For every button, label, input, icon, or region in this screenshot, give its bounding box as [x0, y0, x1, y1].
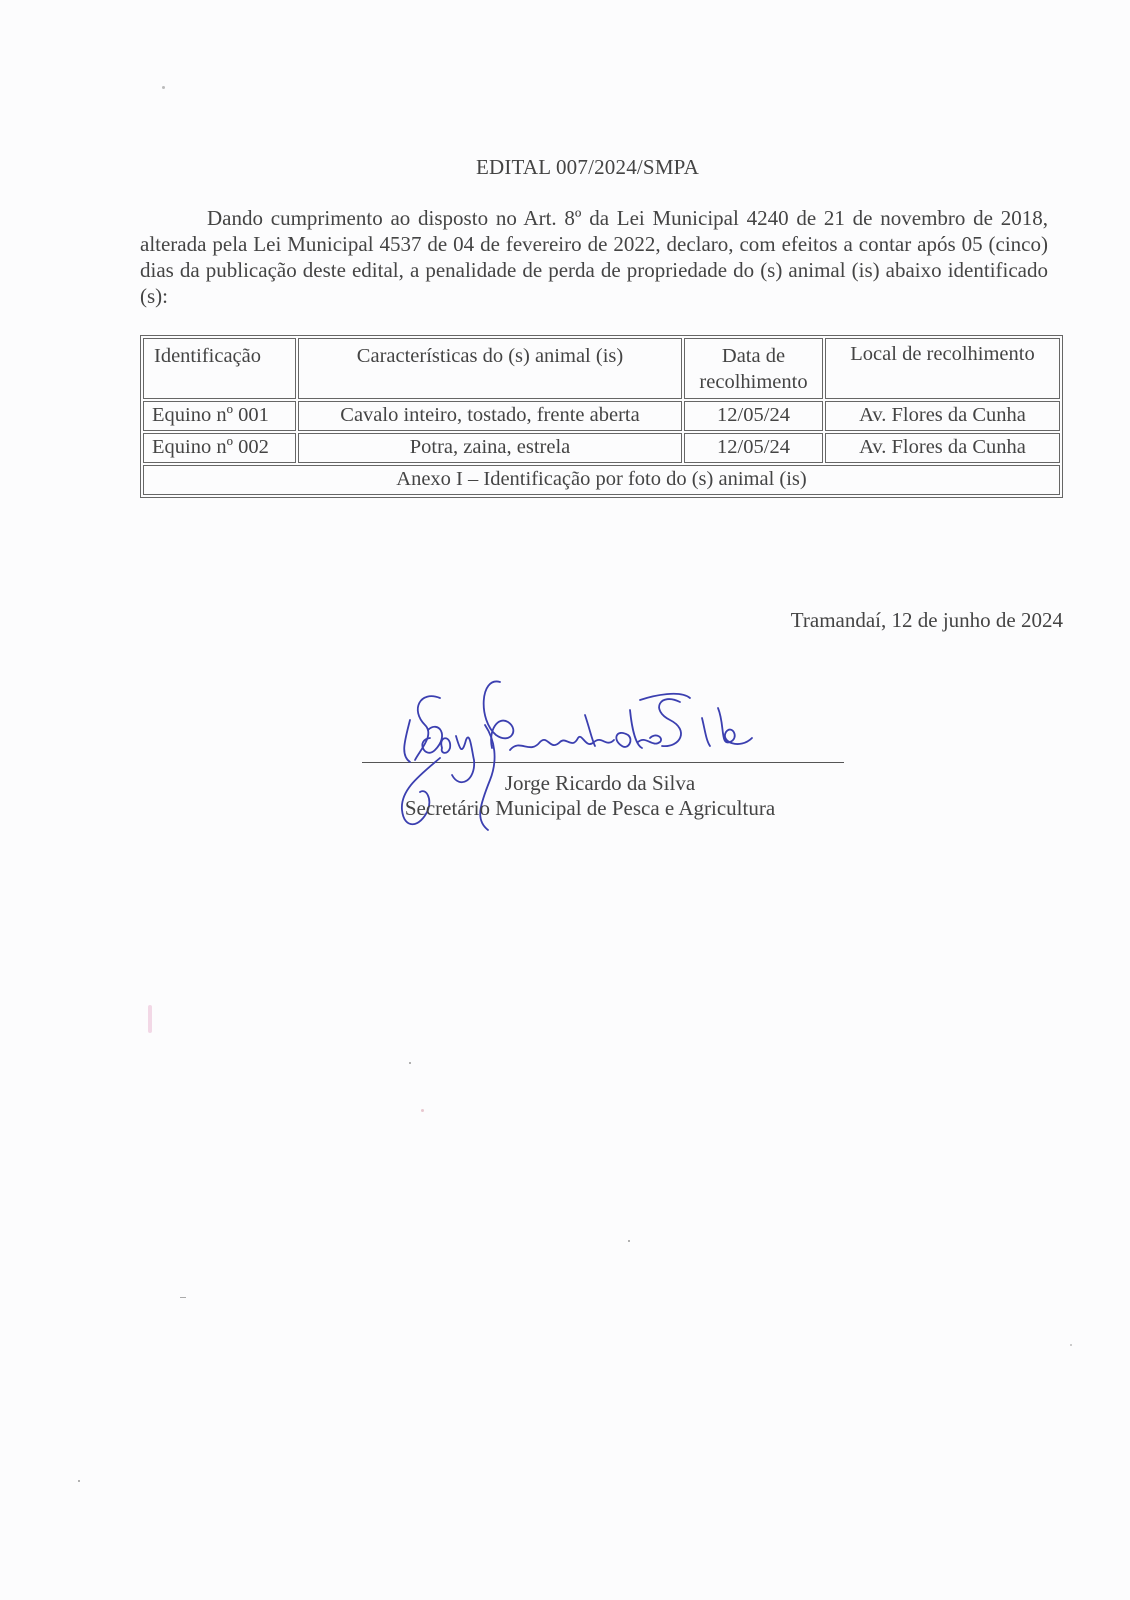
document-body: Dando cumprimento ao disposto no Art. 8º da Lei Municipal 4240 de 21 de novembro de 2018, alterada pela Lei Municipal 4537 de 04 de fevereiro de 2022, declaro, com efeitos a contar após 05 (cinco) dias da publicação deste edital, a penalidade de perda de propriedade do (s) animal (is) abaixo identificado (s): — [140, 206, 1048, 308]
scan-speck — [409, 1062, 411, 1064]
scan-speck — [180, 1297, 186, 1298]
scan-speck — [78, 1480, 80, 1482]
cell-identificacao: Equino nº 001 — [143, 401, 296, 431]
scan-speck — [148, 1005, 152, 1033]
cell-local: Av. Flores da Cunha — [825, 433, 1060, 463]
cell-caracteristicas: Potra, zaina, estrela — [298, 433, 682, 463]
header-data-recolhimento: Data de recolhimento — [684, 338, 823, 399]
animals-table — [140, 335, 1063, 498]
annex-cell: Anexo I – Identificação por foto do (s) animal (is) — [143, 465, 1060, 495]
scan-speck — [628, 1240, 630, 1242]
cell-identificacao: Equino nº 002 — [143, 433, 296, 463]
scan-speck — [1070, 1344, 1072, 1346]
table-annex-row — [143, 465, 1060, 495]
header-caracteristicas: Características do (s) animal (is) — [298, 338, 682, 399]
scan-speck — [421, 1109, 424, 1112]
header-identificacao: Identificação — [143, 338, 296, 399]
cell-data: 12/05/24 — [684, 401, 823, 431]
table-row — [143, 401, 1060, 431]
header-local-recolhimento: Local de recolhimento — [825, 338, 1060, 399]
handwritten-signature — [380, 680, 780, 850]
cell-data: 12/05/24 — [684, 433, 823, 463]
scan-speck — [162, 86, 165, 89]
cell-local: Av. Flores da Cunha — [825, 401, 1060, 431]
signer-role: Secretário Municipal de Pesca e Agricultura — [404, 796, 776, 820]
document-title: EDITAL 007/2024/SMPA — [475, 155, 700, 179]
signer-name: Jorge Ricardo da Silva — [504, 771, 696, 795]
cell-caracteristicas: Cavalo inteiro, tostado, frente aberta — [298, 401, 682, 431]
place-date: Tramandaí, 12 de junho de 2024 — [790, 608, 1063, 632]
table-row — [143, 433, 1060, 463]
table-header-row — [143, 338, 1060, 399]
